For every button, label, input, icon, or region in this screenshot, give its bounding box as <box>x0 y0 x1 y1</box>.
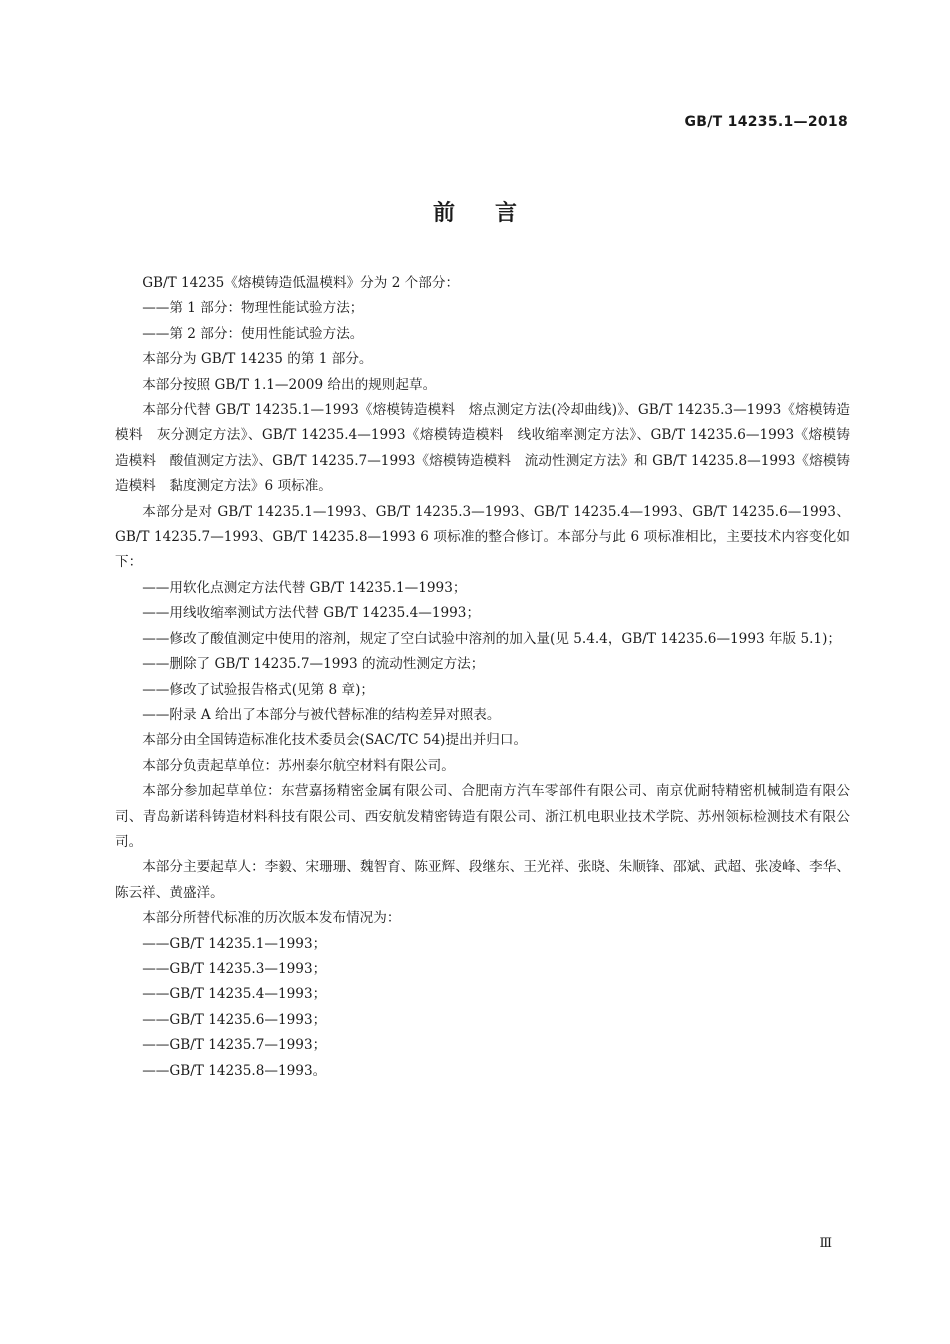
list-item: ——附录 A 给出了本部分与被代替标准的结构差异对照表。 <box>142 706 501 723</box>
page-number: Ⅲ <box>819 1236 832 1251</box>
list-item: ——修改了酸值测定中使用的溶剂，规定了空白试验中溶剂的加入量(见 5.4.4，GB/T 14235.6—1993 年版 5.1)； <box>142 630 841 647</box>
list-item: ——删除了 GB/T 14235.7—1993 的流动性测定方法； <box>142 656 485 673</box>
foreword-body <box>115 271 850 1084</box>
list-item: ——GB/T 14235.1—1993； <box>142 935 327 952</box>
list-item: ——GB/T 14235.8—1993。 <box>142 1062 327 1079</box>
paragraph: 本部分是对 GB/T 14235.1—1993、GB/T 14235.3—1993、GB/T 14235.4—1993、GB/T 14235.6—1993、GB/T 14235.7—1993、GB/T 14235.8—1993 6 项标准的整合修订。本部分与此 6 项标准相比，主要技术内容变化如下： <box>115 503 850 571</box>
list-item: ——第 1 部分：物理性能试验方法； <box>142 300 364 317</box>
paragraph: 本部分所替代标准的历次版本发布情况为： <box>142 910 401 927</box>
list-item: ——第 2 部分：使用性能试验方法。 <box>142 325 364 342</box>
list-item: ——GB/T 14235.7—1993； <box>142 1037 327 1054</box>
list-item: ——用软化点测定方法代替 GB/T 14235.1—1993； <box>142 579 467 596</box>
paragraph: 本部分负责起草单位：苏州泰尔航空材料有限公司。 <box>142 757 455 774</box>
paragraph: 本部分由全国铸造标准化技术委员会(SAC/TC 54)提出并归口。 <box>142 732 528 749</box>
paragraph: 本部分主要起草人：李毅、宋珊珊、魏智育、陈亚辉、段继东、王光祥、张晓、朱顺锋、邵斌、武超、张凌峰、李华、陈云祥、黄盛洋。 <box>115 859 850 901</box>
paragraph: 本部分代替 GB/T 14235.1—1993《熔模铸造模料 熔点测定方法(冷却曲线)》、GB/T 14235.3—1993《熔模铸造模料 灰分测定方法》、GB/T 14235.4—1993《熔模铸造模料 线收缩率测定方法》、GB/T 14235.6—1993《熔模铸造模料 酸值测定方法》、GB/T 14235.7—1993《熔模铸造模料 流动性测定方法》和 GB/T 14235.8—1993《熔模铸造模料 黏度测定方法》6 项标准。 <box>115 402 850 495</box>
page-title: 前言 <box>432 201 557 226</box>
list-item: ——用线收缩率测试方法代替 GB/T 14235.4—1993； <box>142 605 481 622</box>
paragraph: 本部分按照 GB/T 1.1—2009 给出的规则起草。 <box>142 376 437 393</box>
list-item: ——GB/T 14235.4—1993； <box>142 986 327 1003</box>
list-item: ——GB/T 14235.3—1993； <box>142 960 327 977</box>
paragraph: 本部分为 GB/T 14235 的第 1 部分。 <box>142 351 373 368</box>
list-item: ——修改了试验报告格式(见第 8 章)； <box>142 681 374 698</box>
paragraph: 本部分参加起草单位：东营嘉扬精密金属有限公司、合肥南方汽车零部件有限公司、南京优耐特精密机械制造有限公司、青岛新诺科铸造材料科技有限公司、西安航发精密铸造有限公司、浙江机电职业技术学院、苏州领标检测技术有限公司。 <box>115 783 850 850</box>
standard-code: GB/T 14235.1—2018 <box>684 114 848 130</box>
paragraph: GB/T 14235《熔模铸造低温模料》分为 2 个部分： <box>142 275 460 291</box>
list-item: ——GB/T 14235.6—1993； <box>142 1011 327 1028</box>
